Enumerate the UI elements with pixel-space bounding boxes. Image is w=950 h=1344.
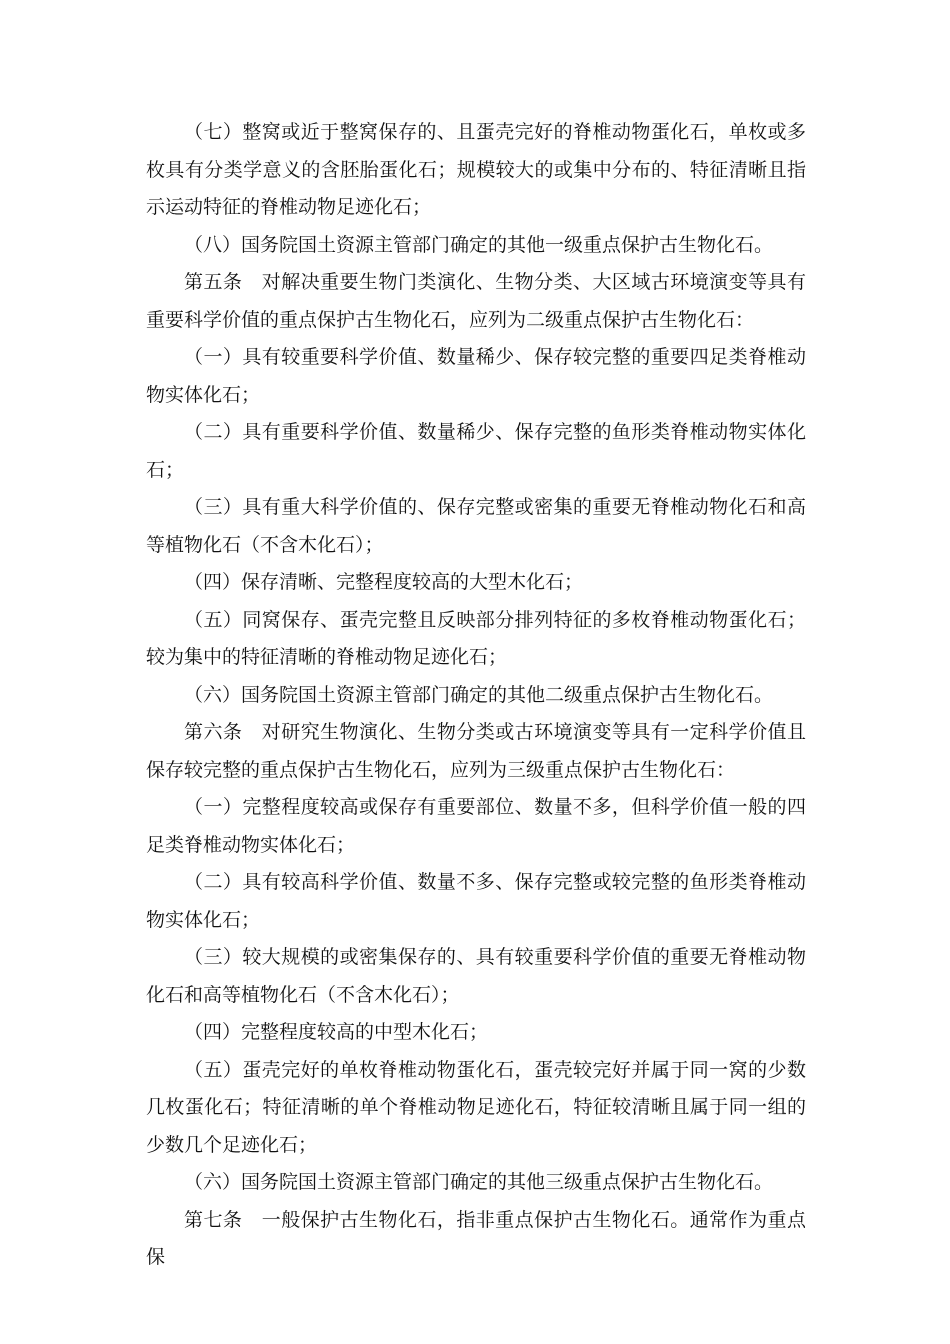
- document-body: [146, 114, 806, 1277]
- paragraph-item-8-other-first-class: （八）国务院国土资源主管部门确定的其他一级重点保护古生物化石。: [184, 233, 774, 256]
- paragraph-article-5-item-1: （一）具有较重要科学价值、数量稀少、保存较完整的重要四足类脊椎动物实体化石；: [146, 346, 806, 406]
- paragraph-article-7: 第七条 一般保护古生物化石，指非重点保护古生物化石。通常作为重点保: [146, 1208, 806, 1268]
- paragraph-article-5-item-2: （二）具有重要科学价值、数量稀少、保存完整的鱼形类脊椎动物实体化石；: [146, 421, 806, 481]
- paragraph-article-6-item-6: （六）国务院国土资源主管部门确定的其他三级重点保护古生物化石。: [184, 1171, 774, 1193]
- paragraph-article-6-item-3: （三）较大规模的或密集保存的、具有较重要科学价值的重要无脊椎动物化石和高等植物化石（不含木化石）；: [146, 946, 806, 1006]
- paragraph-article-5-item-3: （三）具有重大科学价值的、保存完整或密集的重要无脊椎动物化石和高等植物化石（不含木化石）；: [146, 496, 806, 556]
- paragraph-article-5-item-4: （四）保存清晰、完整程度较高的大型木化石；: [184, 571, 584, 593]
- paragraph-article-6-item-4: （四）完整程度较高的中型木化石；: [184, 1021, 489, 1043]
- paragraph-article-5: 第五条 对解决重要生物门类演化、生物分类、大区域古环境演变等具有重要科学价值的重点保护古生物化石，应列为二级重点保护古生物化石：: [146, 271, 806, 331]
- paragraph-article-6-item-2: （二）具有较高科学价值、数量不多、保存完整或较完整的鱼形类脊椎动物实体化石；: [146, 871, 806, 931]
- paragraph-article-6-item-5: （五）蛋壳完好的单枚脊椎动物蛋化石，蛋壳较完好并属于同一窝的少数几枚蛋化石；特征清晰的单个脊椎动物足迹化石，特征较清晰且属于同一组的少数几个足迹化石；: [146, 1058, 806, 1156]
- paragraph-article-5-item-6: （六）国务院国土资源主管部门确定的其他二级重点保护古生物化石。: [184, 683, 774, 706]
- paragraph-article-6-item-1: （一）完整程度较高或保存有重要部位、数量不多，但科学价值一般的四足类脊椎动物实体化石；: [146, 796, 806, 856]
- paragraph-item-7-fossil-eggs: （七）整窝或近于整窝保存的、且蛋壳完好的脊椎动物蛋化石，单枚或多枚具有分类学意义的含胚胎蛋化石；规模较大的或集中分布的、特征清晰且指示运动特征的脊椎动物足迹化石；: [146, 121, 806, 218]
- paragraph-article-6: 第六条 对研究生物演化、生物分类或古环境演变等具有一定科学价值且保存较完整的重点保护古生物化石，应列为三级重点保护古生物化石：: [146, 721, 806, 781]
- paragraph-article-5-item-5: （五）同窝保存、蛋壳完整且反映部分排列特征的多枚脊椎动物蛋化石；较为集中的特征清晰的脊椎动物足迹化石；: [146, 608, 806, 668]
